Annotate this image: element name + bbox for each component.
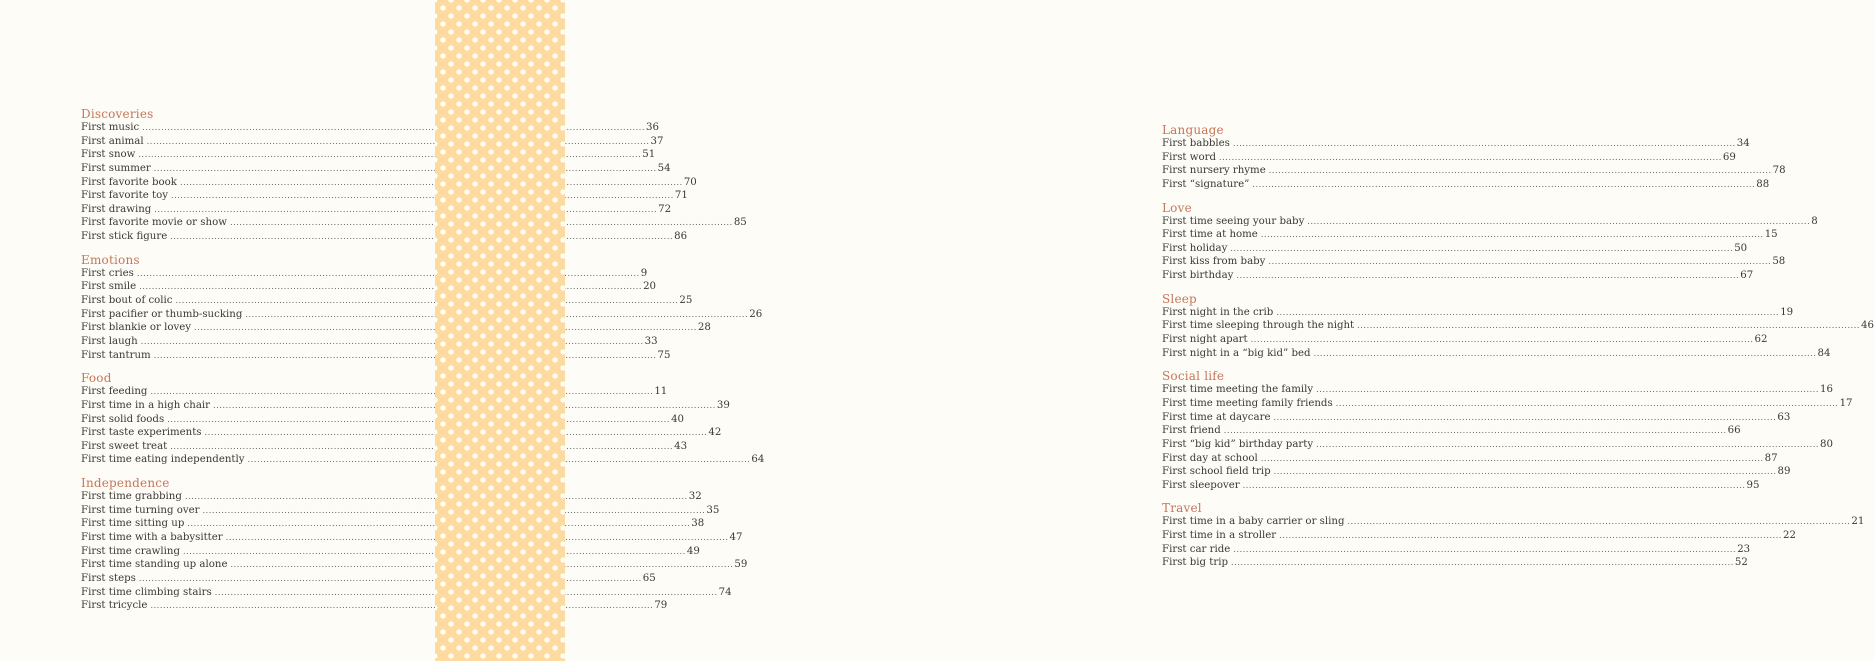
entry-label: First night in the crib xyxy=(1162,306,1274,318)
toc-entry[interactable] xyxy=(81,349,671,363)
toc-section xyxy=(1162,200,1818,283)
toc-entry[interactable] xyxy=(1162,242,1748,256)
page-number: 51 xyxy=(642,149,656,161)
page-number: 59 xyxy=(734,559,748,571)
toc-entry[interactable] xyxy=(1162,333,1768,347)
page-number: 22 xyxy=(1783,530,1796,542)
page-number: 72 xyxy=(658,203,672,215)
entry-label: First steps xyxy=(81,572,136,584)
dot-leader xyxy=(1233,137,1736,151)
page-number: 38 xyxy=(691,518,705,530)
entry-label: First snow xyxy=(81,149,136,161)
toc-entry[interactable] xyxy=(1162,397,1853,411)
toc-entry[interactable] xyxy=(81,267,648,281)
page-number: 80 xyxy=(1820,438,1833,450)
page-number: 58 xyxy=(1772,256,1786,268)
entry-label: First time in a baby carrier or sling xyxy=(1162,516,1345,528)
toc-entry[interactable] xyxy=(1162,137,1750,151)
page-number: 21 xyxy=(1851,516,1865,528)
entry-label: First solid foods xyxy=(81,413,165,425)
entry-label: First time seeing your baby xyxy=(1162,215,1305,227)
toc-entry[interactable] xyxy=(81,531,743,545)
entry-label: First time climbing stairs xyxy=(81,586,212,598)
section-heading: Discoveries xyxy=(81,107,154,121)
entry-label: First time eating independently xyxy=(81,454,245,466)
entry-label: First animal xyxy=(81,135,144,147)
dot-leader xyxy=(1276,306,1779,320)
toc-entry[interactable] xyxy=(81,453,765,467)
dot-leader xyxy=(1357,319,1860,333)
page-number: 89 xyxy=(1777,466,1791,478)
toc-entry[interactable] xyxy=(1162,255,1786,269)
toc-entry[interactable] xyxy=(1162,383,1833,397)
toc-entry[interactable] xyxy=(81,308,763,322)
page-number: 39 xyxy=(716,399,730,411)
entry-label: First time meeting the family xyxy=(1162,384,1314,396)
entry-label: First time in a high chair xyxy=(81,399,211,411)
page-number: 16 xyxy=(1820,384,1833,396)
page-number: 70 xyxy=(683,176,697,188)
page-number: 50 xyxy=(1734,242,1748,254)
toc-entry[interactable] xyxy=(1162,347,1831,361)
page-number: 62 xyxy=(1754,334,1768,346)
toc-entry[interactable] xyxy=(81,599,668,613)
entry-label: First day at school xyxy=(1162,452,1258,464)
section-heading: Travel xyxy=(1162,501,1202,516)
entry-label: First blankie or lovey xyxy=(81,322,192,334)
toc-entry[interactable] xyxy=(1162,452,1778,466)
entry-label: First cries xyxy=(81,267,134,279)
dot-leader xyxy=(1252,178,1755,192)
toc-entry[interactable] xyxy=(81,280,657,294)
toc-entry[interactable] xyxy=(81,203,672,217)
entry-label: First car ride xyxy=(1162,543,1231,555)
toc-entry[interactable] xyxy=(81,426,722,440)
entry-label: First time standing up alone xyxy=(81,559,228,571)
entry-label: First sleepover xyxy=(1162,479,1240,491)
page-number: 26 xyxy=(749,308,763,320)
page-number: 49 xyxy=(686,545,700,557)
page-number: 65 xyxy=(642,572,656,584)
page-number: 20 xyxy=(643,281,657,293)
entry-label: First time meeting family friends xyxy=(1162,397,1333,409)
entry-label: First taste experiments xyxy=(81,427,202,439)
toc-section xyxy=(81,371,765,467)
page-number: 36 xyxy=(646,122,660,133)
dot-leader xyxy=(1316,438,1819,452)
toc-entry[interactable] xyxy=(81,586,732,600)
toc-entry[interactable] xyxy=(81,413,685,427)
page-number: 52 xyxy=(1734,557,1748,569)
dot-leader xyxy=(1336,397,1839,411)
dot-leader xyxy=(1233,543,1736,557)
toc-entry[interactable] xyxy=(1162,556,1748,570)
toc-entry[interactable] xyxy=(1162,215,1818,229)
page-number: 25 xyxy=(679,295,693,307)
entry-label: First nursery rhyme xyxy=(1162,165,1266,177)
toc-entry[interactable] xyxy=(81,230,688,244)
page-number: 63 xyxy=(1777,411,1791,423)
polka-dot-gutter-strip xyxy=(435,0,565,661)
section-heading: Independence xyxy=(81,476,170,491)
entry-label: First tantrum xyxy=(81,349,151,361)
toc-section xyxy=(1162,123,1786,192)
section-heading: Social life xyxy=(1162,369,1225,384)
toc-entry[interactable] xyxy=(81,399,730,413)
entry-label: First summer xyxy=(81,162,151,174)
page-number: 88 xyxy=(1756,178,1770,190)
dot-leader xyxy=(1236,269,1739,283)
toc-entry[interactable] xyxy=(81,545,700,559)
page-number: 33 xyxy=(644,335,658,347)
entry-label: First pacifier or thumb-sucking xyxy=(81,308,243,320)
entry-label: First night apart xyxy=(1162,334,1248,346)
toc-entry[interactable] xyxy=(81,490,702,504)
page-number: 46 xyxy=(1861,320,1874,332)
section-heading: Food xyxy=(81,371,112,386)
entry-label: First smile xyxy=(81,281,137,293)
dot-leader xyxy=(1230,242,1733,256)
entry-label: First stick figure xyxy=(81,231,168,243)
entry-label: First sweet treat xyxy=(81,440,168,452)
entry-label: First holiday xyxy=(1162,242,1228,254)
dot-leader xyxy=(1279,529,1782,543)
entry-label: First favorite book xyxy=(81,176,177,188)
toc-entry[interactable] xyxy=(1162,269,1754,283)
toc-entry[interactable] xyxy=(81,216,747,230)
toc-entry[interactable] xyxy=(81,572,656,586)
entry-label: First birthday xyxy=(1162,270,1234,282)
toc-section xyxy=(81,107,747,244)
dot-leader xyxy=(1314,347,1817,361)
entry-label: First word xyxy=(1162,151,1217,163)
page-number: 11 xyxy=(654,386,668,398)
entry-label: First time grabbing xyxy=(81,491,182,503)
page-number: 15 xyxy=(1764,229,1778,241)
page-number: 71 xyxy=(674,190,688,202)
toc-entry[interactable] xyxy=(1162,479,1760,493)
toc-entry[interactable] xyxy=(1162,465,1791,479)
toc-entry[interactable] xyxy=(1162,228,1778,242)
toc-entry[interactable] xyxy=(1162,515,1865,529)
dot-leader xyxy=(1269,164,1772,178)
dot-leader xyxy=(1219,151,1722,165)
page-number: 47 xyxy=(729,532,743,544)
entry-label: First time turning over xyxy=(81,504,200,516)
toc-entry[interactable] xyxy=(1162,178,1770,192)
toc-entry[interactable] xyxy=(81,135,664,149)
entry-label: First feeding xyxy=(81,386,148,398)
dot-leader xyxy=(1268,255,1771,269)
page-number: 23 xyxy=(1737,543,1751,555)
page-number: 8 xyxy=(1811,215,1818,227)
dot-leader xyxy=(1224,424,1727,438)
entry-label: First favorite movie or show xyxy=(81,217,227,229)
toc-entry[interactable] xyxy=(81,176,697,190)
toc-entry[interactable] xyxy=(1162,543,1751,557)
dot-leader xyxy=(1243,479,1746,493)
entry-label: First big trip xyxy=(1162,557,1229,569)
toc-entry[interactable] xyxy=(1162,151,1736,165)
page-number: 75 xyxy=(657,349,671,361)
toc-section xyxy=(1162,501,1865,570)
page-number: 40 xyxy=(671,413,685,425)
entry-label: First time in a stroller xyxy=(1162,530,1277,542)
toc-section xyxy=(1162,369,1853,492)
page-number: 17 xyxy=(1839,397,1853,409)
entry-label: First school field trip xyxy=(1162,466,1271,478)
toc-entry[interactable] xyxy=(1162,438,1833,452)
page-number: 85 xyxy=(733,217,747,229)
toc-entry[interactable] xyxy=(1162,319,1874,333)
page-number: 54 xyxy=(657,162,671,174)
entry-label: First friend xyxy=(1162,425,1221,437)
toc-entry[interactable] xyxy=(81,517,705,531)
toc-right-column xyxy=(1162,123,1874,579)
page-number: 66 xyxy=(1727,425,1741,437)
entry-label: First time sleeping through the night xyxy=(1162,320,1355,332)
entry-label: First tricycle xyxy=(81,600,148,612)
page-number: 42 xyxy=(708,427,722,439)
entry-label: First “signature” xyxy=(1162,178,1250,190)
section-heading: Love xyxy=(1162,200,1192,215)
section-heading: Language xyxy=(1162,123,1224,137)
dot-leader xyxy=(1261,228,1764,242)
dot-leader xyxy=(1307,215,1810,229)
page-number: 35 xyxy=(706,504,720,516)
page-number: 79 xyxy=(654,600,668,612)
toc-entry[interactable] xyxy=(81,148,656,162)
page-number: 9 xyxy=(640,267,648,279)
dot-leader xyxy=(1274,465,1777,479)
page-number: 74 xyxy=(718,586,732,598)
toc-entry[interactable] xyxy=(81,189,688,203)
entry-label: First time with a babysitter xyxy=(81,532,223,544)
entry-label: First bout of colic xyxy=(81,295,173,307)
entry-label: First “big kid” birthday party xyxy=(1162,438,1314,450)
page-number: 69 xyxy=(1722,151,1736,163)
toc-entry[interactable] xyxy=(81,440,688,454)
page-number: 34 xyxy=(1736,138,1750,149)
dot-leader xyxy=(1348,515,1851,529)
entry-label: First time crawling xyxy=(81,545,181,557)
toc-entry[interactable] xyxy=(81,504,720,518)
page-number: 87 xyxy=(1764,452,1778,464)
dot-leader xyxy=(1273,411,1776,425)
toc-entry[interactable] xyxy=(81,385,668,399)
toc-entry[interactable] xyxy=(1162,529,1796,543)
page-number: 37 xyxy=(650,135,664,147)
toc-left-column xyxy=(81,107,765,622)
toc-entry[interactable] xyxy=(81,162,671,176)
toc-entry[interactable] xyxy=(1162,306,1794,320)
right-page xyxy=(565,0,1874,661)
entry-label: First laugh xyxy=(81,335,138,347)
toc-entry[interactable] xyxy=(81,321,711,335)
toc-entry[interactable] xyxy=(81,121,660,135)
toc-entry[interactable] xyxy=(1162,411,1791,425)
page-number: 32 xyxy=(688,491,702,503)
dot-leader xyxy=(1316,383,1819,397)
entry-label: First drawing xyxy=(81,203,152,215)
toc-section xyxy=(81,476,748,613)
toc-entry[interactable] xyxy=(81,335,658,349)
toc-section xyxy=(81,252,763,362)
section-heading: Emotions xyxy=(81,252,140,267)
entry-label: First kiss from baby xyxy=(1162,256,1266,268)
page-number: 64 xyxy=(751,454,765,466)
page-number: 28 xyxy=(697,322,711,334)
entry-label: First babbles xyxy=(1162,138,1230,149)
page-number: 78 xyxy=(1772,165,1786,177)
dot-leader xyxy=(1231,556,1734,570)
toc-entry[interactable] xyxy=(81,294,693,308)
toc-section xyxy=(1162,291,1874,361)
page-number: 95 xyxy=(1746,479,1760,491)
dot-leader xyxy=(1251,333,1754,347)
section-heading: Sleep xyxy=(1162,291,1197,306)
page-number: 19 xyxy=(1780,306,1794,318)
left-page xyxy=(0,0,765,661)
toc-entry[interactable] xyxy=(81,558,748,572)
toc-entry[interactable] xyxy=(1162,164,1786,178)
entry-label: First time at daycare xyxy=(1162,411,1271,423)
page-number: 86 xyxy=(674,231,688,243)
entry-label: First time sitting up xyxy=(81,518,185,530)
dot-leader xyxy=(1261,452,1764,466)
page-number: 84 xyxy=(1817,347,1831,359)
page-number: 43 xyxy=(674,440,688,452)
entry-label: First music xyxy=(81,122,140,133)
toc-entry[interactable] xyxy=(1162,424,1741,438)
entry-label: First time at home xyxy=(1162,229,1258,241)
page-number: 67 xyxy=(1740,270,1754,282)
entry-label: First favorite toy xyxy=(81,190,168,202)
entry-label: First night in a “big kid” bed xyxy=(1162,347,1311,359)
